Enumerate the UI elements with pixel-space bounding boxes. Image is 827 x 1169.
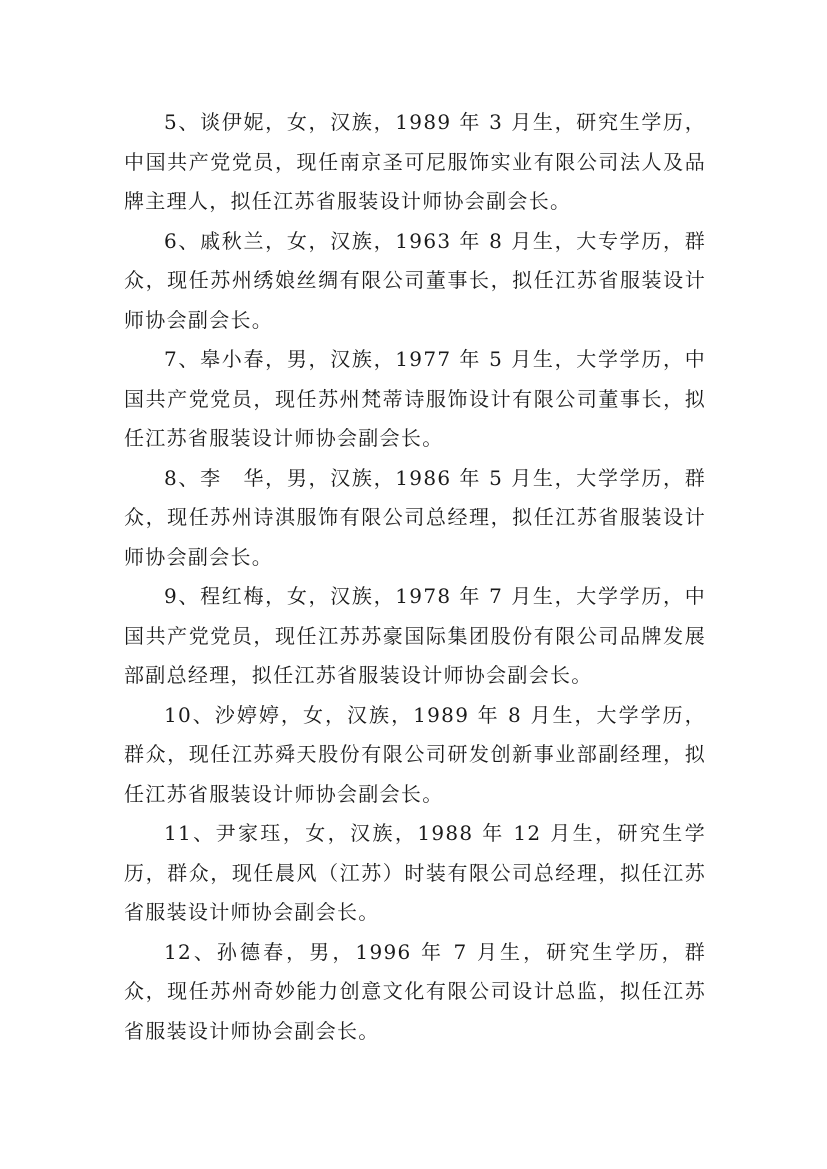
- document-body: [124, 103, 706, 1051]
- candidate-entry-5: 5、谈伊妮，女，汉族，1989 年 3 月生，研究生学历，中国共产党党员，现任南京圣可尼服饰实业有限公司法人及品牌主理人，拟任江苏省服装设计师协会副会长。: [124, 110, 706, 213]
- candidate-entry-8: 8、李 华，男，汉族，1986 年 5 月生，大学学历，群众，现任苏州诗淇服饰有限公司总经理，拟任江苏省服装设计师协会副会长。: [124, 465, 706, 569]
- candidate-entry-10: 10、沙婷婷，女，汉族，1989 年 8 月生，大学学历，群众，现任江苏舜天股份有限公司研发创新事业部副经理，拟任江苏省服装设计师协会副会长。: [124, 702, 706, 806]
- candidate-entry-11: 11、尹家珏，女，汉族，1988 年 12 月生，研究生学历，群众，现任晨风（江苏）时装有限公司总经理，拟任江苏省服装设计师协会副会长。: [124, 821, 706, 924]
- candidate-entry-7: 7、皋小春，男，汉族，1977 年 5 月生，大学学历，中国共产党党员，现任苏州梵蒂诗服饰设计有限公司董事长，拟任江苏省服装设计师协会副会长。: [124, 347, 706, 450]
- candidate-entry-12: 12、孙德春，男，1996 年 7 月生，研究生学历，群众，现任苏州奇妙能力创意文化有限公司设计总监，拟任江苏省服装设计师协会副会长。: [124, 939, 706, 1043]
- candidate-entry-6: 6、戚秋兰，女，汉族，1963 年 8 月生，大专学历，群众，现任苏州绣娘丝绸有限公司董事长，拟任江苏省服装设计师协会副会长。: [124, 228, 706, 332]
- candidate-entry-9: 9、程红梅，女，汉族，1978 年 7 月生，大学学历，中国共产党党员，现任江苏苏豪国际集团股份有限公司品牌发展部副总经理，拟任江苏省服装设计师协会副会长。: [124, 584, 706, 687]
